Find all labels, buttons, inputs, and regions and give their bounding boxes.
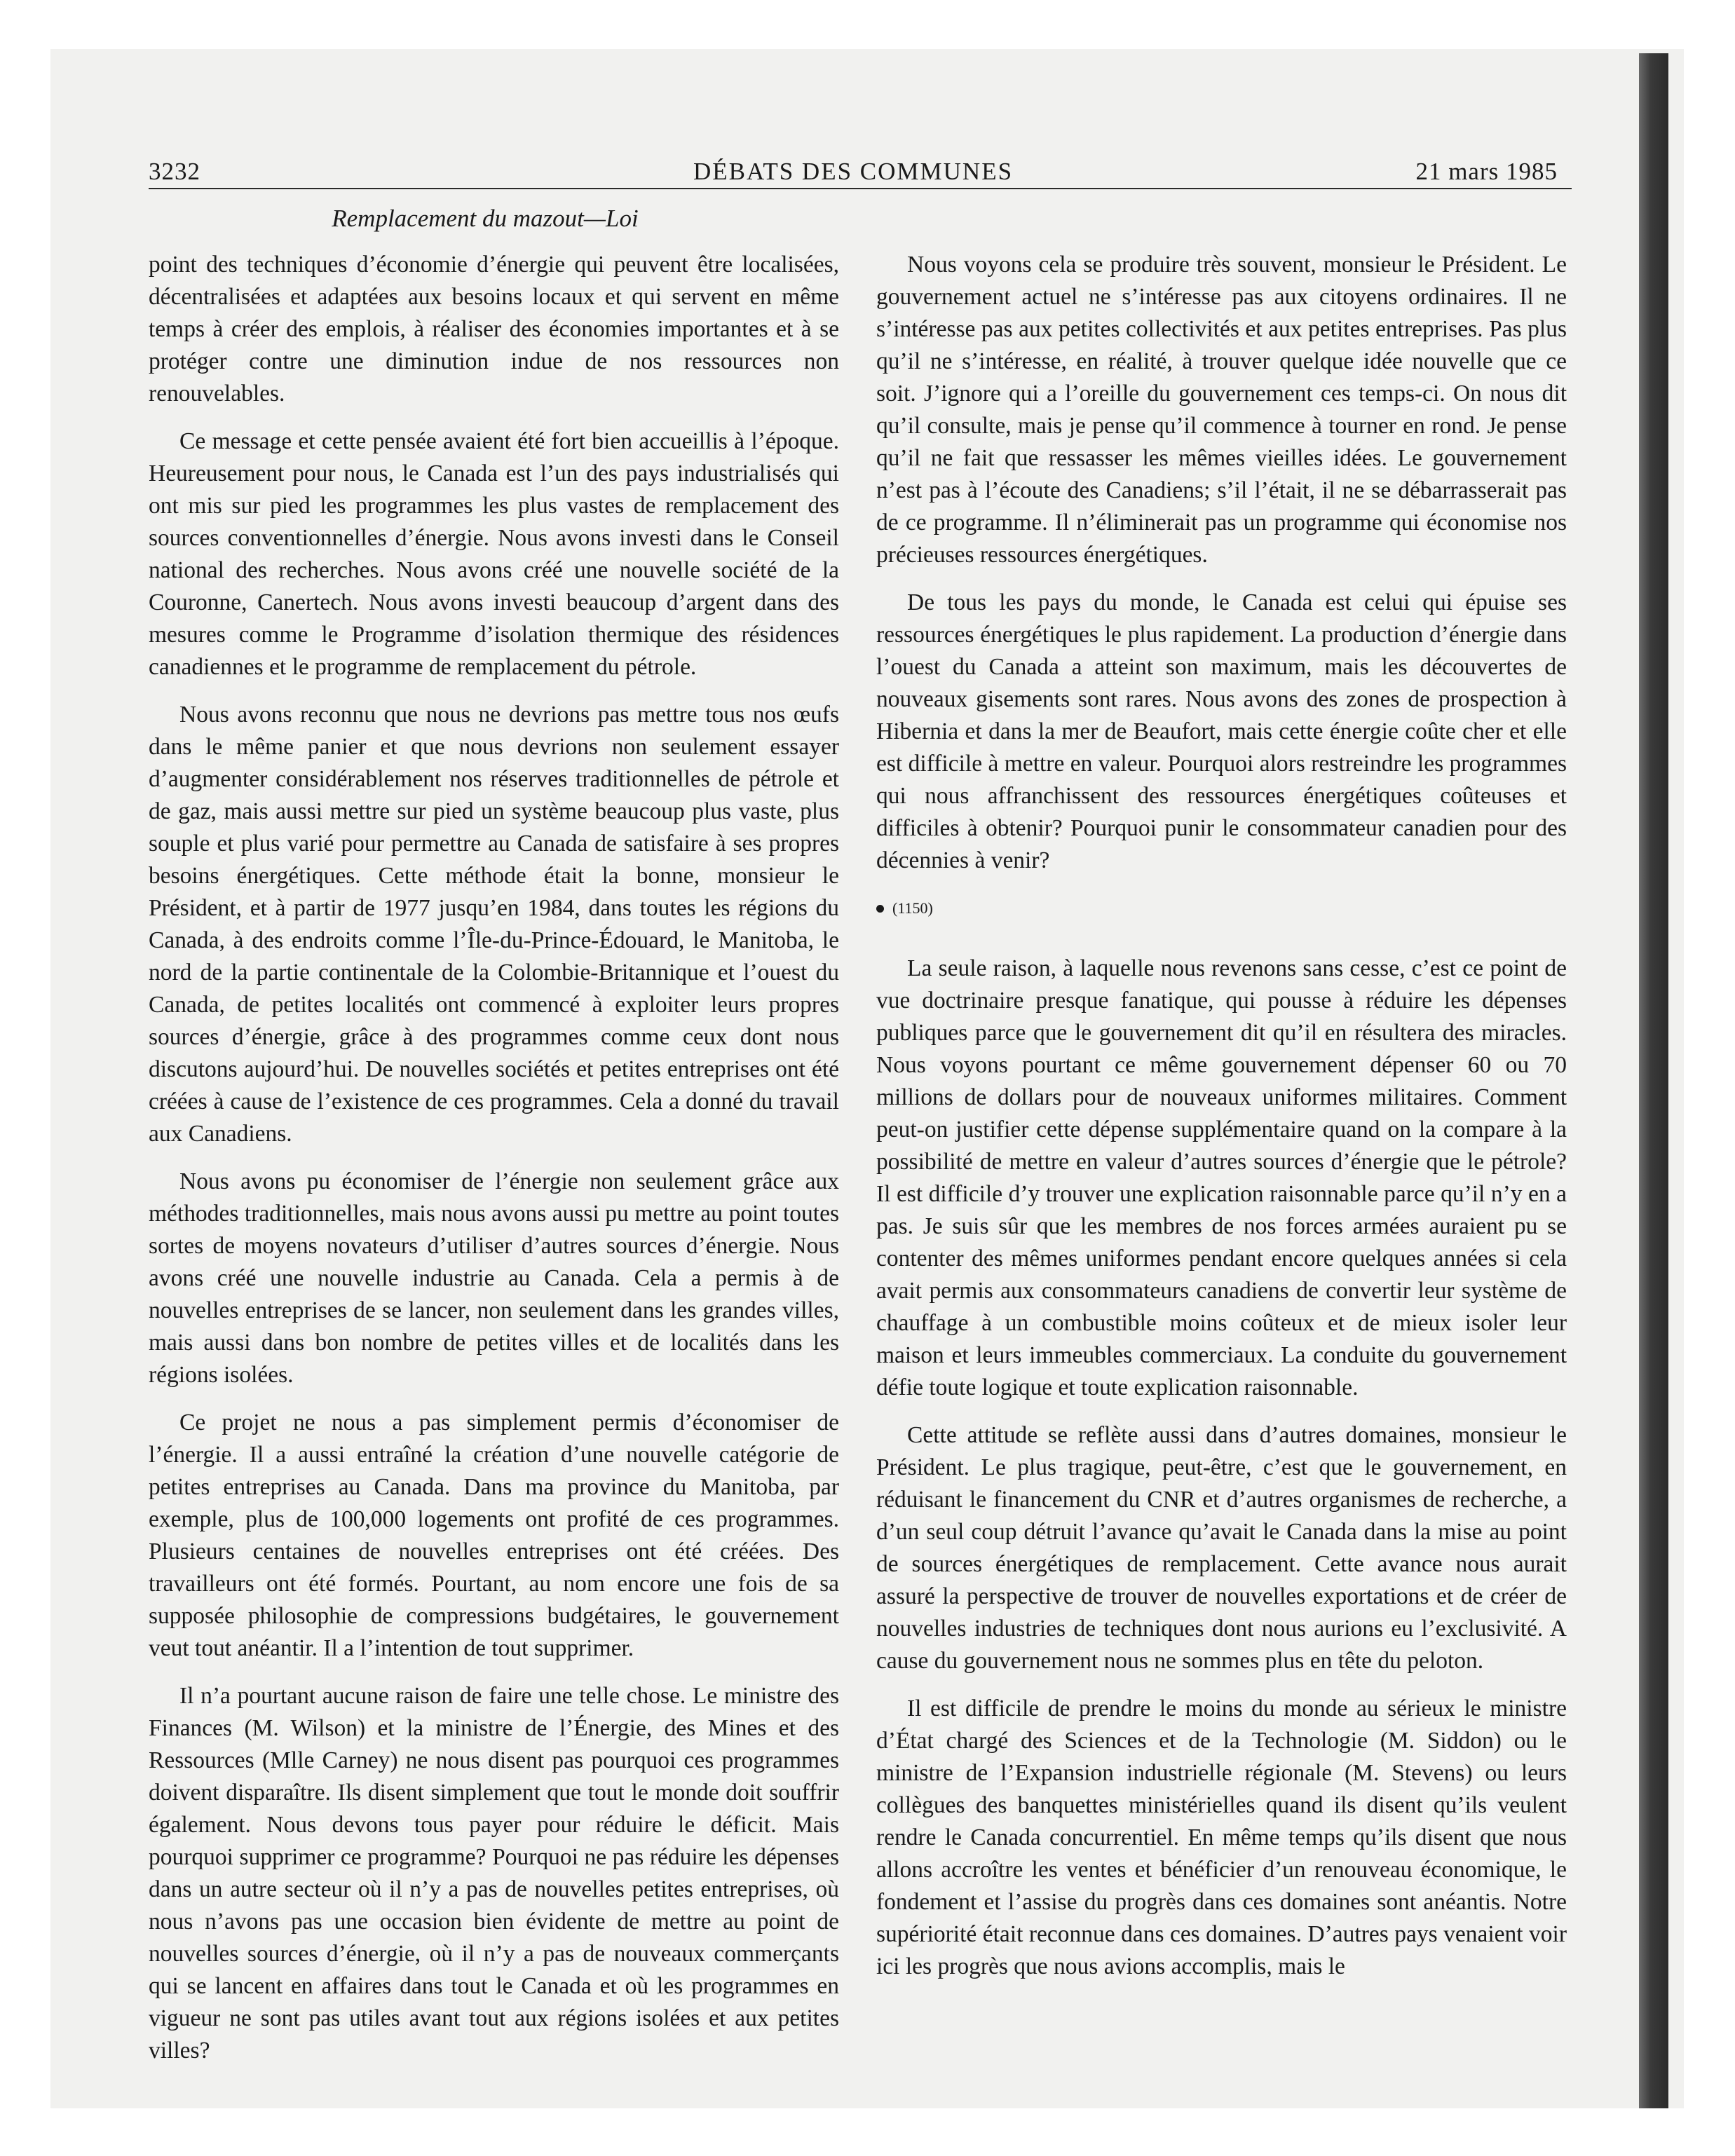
paragraph: Nous voyons cela se produire très souvent, monsieur le Président. Le gouvernement actuel ne s’intéresse pas aux citoyens ordinaires. Il ne s’intéresse pas aux petites collectivités et aux petites entreprises. Pas plus qu’il ne s’intéresse, en réalité, à trouver quelque idée nouvelle que ce soit. J’ignore qui a l’oreille du gouvernement ces temps-ci. On nous dit qu’il consulte, mais je pense qu’il commence à tourner en rond. Je pense qu’il ne fait que ressasser les mêmes vieilles idées. Le gouvernement n’est pas à l’écoute des Canadiens; s’il l’était, il ne se débarrasserait pas de ce programme. Il n’éliminerait pas un programme qui économise nos précieuses ressources énergétiques.	[876, 252, 1567, 568]
paragraph: Nous avons reconnu que nous ne devrions pas mettre tous nos œufs dans le même panier et que nous devrions non seulement essayer d’augmenter considérablement nos réserves traditionnelles de pétrole et de gaz, mais aussi mettre sur pied un système beaucoup plus vaste, plus souple et plus varié pour permettre au Canada de satisfaire à ses propres besoins énergétiques. Cette méthode était la bonne, monsieur le Président, et à partir de 1977 jusqu’en 1984, dans toutes les régions du Canada, à des endroits comme l’Île-du-Prince-Édouard, le Manitoba, le nord de la partie continentale de la Colombie-Britannique et l’ouest du Canada, de petites localités ont commencé à exploiter leurs propres sources d’énergie, grâce à des programmes comme ceux dont nous discutons aujourd’hui. De nouvelles sociétés et petites entreprises ont été créées à cause de l’existence de ces programmes. Cela a donné du travail aux Canadiens.	[149, 702, 839, 1147]
page-edge-shadow	[1639, 53, 1668, 2108]
time-marker	[876, 892, 1567, 925]
bullet-icon	[876, 905, 884, 913]
paragraph: Cette attitude se reflète aussi dans d’autres domaines, monsieur le Président. Le plus tragique, peut-être, c’est que le gouvernement, en réduisant le financement du CNR et d’autres organismes de recherche, a d’un seul coup détruit l’avance qu’avait le Canada dans la mise au point de sources énergétiques de remplacement. Cette avance nous aurait assuré la perspective de trouver de nouvelles exportations et de créer de nouvelles industries de techniques dont nous aurions eu l’exclusivité. A cause du gouvernement nous ne sommes plus en tête du peloton.	[876, 1422, 1567, 1674]
paragraph: De tous les pays du monde, le Canada est celui qui épuise ses ressources énergétiques le plus rapidement. La production d’énergie dans l’ouest du Canada a atteint son maximum, mais les découvertes de nouveaux gisements sont rares. Nous avons des zones de prospection à Hibernia et dans la mer de Beaufort, mais cette énergie coûte cher et elle est difficile à mettre en valeur. Pourquoi alors restreindre les programmes qui nous affranchissent des ressources énergétiques coûteuses et difficiles à obtenir? Pourquoi punir le consommateur canadien pour des décennies à venir?	[876, 589, 1567, 873]
left-column	[149, 249, 839, 2082]
paragraph: Ce projet ne nous a pas simplement permis d’économiser de l’énergie. Il a aussi entraîné la création d’une nouvelle catégorie de petites entreprises au Canada. Dans ma province du Manitoba, par exemple, plus de 100,000 logements ont profité de ces programmes. Plusieurs centaines de nouvelles entreprises ont été créées. Des travailleurs ont été formés. Pourtant, au nom encore une fois de sa supposée philosophie de compressions budgétaires, le gouvernement veut tout anéantir. Il a l’intention de tout supprimer.	[149, 1410, 839, 1661]
paragraph: Ce message et cette pensée avaient été fort bien accueillis à l’époque. Heureusement pour nous, le Canada est l’un des pays industrialisés qui ont mis sur pied les programmes les plus vastes de remplacement des sources conventionnelles d’énergie. Nous avons investi dans le Conseil national des recherches. Nous avons créé une nouvelle société de la Couronne, Canertech. Nous avons investi beaucoup d’argent dans des mesures comme le Programme d’isolation thermique des résidences canadiennes et le programme de remplacement du pétrole.	[149, 428, 839, 680]
timestamp-label: (1150)	[892, 899, 933, 917]
paragraph: Il n’a pourtant aucune raison de faire une telle chose. Le ministre des Finances (M. Wilson) et la ministre de l’Énergie, des Mines et des Ressources (Mlle Carney) ne nous disent pas pourquoi ces programmes doivent disparaître. Ils disent simplement que tout le monde doit souffrir également. Nous devons tous payer pour réduire le déficit. Mais pourquoi supprimer ce programme? Pourquoi ne pas réduire les dépenses dans un autre secteur où il n’y a pas de nouvelles petites entreprises, où nous n’avons pas une occasion bien évidente de mettre au point de nouvelles sources d’énergie, où il n’y a pas de nouveaux commerçants qui se lancent en affaires dans tout le Canada et où les programmes en vigueur ne sont pas utiles avant tout aux régions isolées et aux petites villes?	[149, 1683, 839, 2063]
journal-title: DÉBATS DES COMMUNES	[693, 158, 1014, 185]
issue-date: 21 mars 1985	[1415, 158, 1558, 185]
paragraph: Nous avons pu économiser de l’énergie non seulement grâce aux méthodes traditionnelles, mais nous avons aussi pu mettre au point toutes sortes de moyens novateurs d’utiliser d’autres sources d’énergie. Nous avons créé une nouvelle industrie au Canada. Cela a permis à de nouvelles entreprises de se lancer, non seulement dans les grandes villes, mais aussi dans bon nombre de petites villes et de localités dans les régions isolées.	[149, 1168, 839, 1388]
paragraph: point des techniques d’économie d’énergie qui peuvent être localisées, décentralisées et adaptées aux besoins locaux et qui servent en même temps à créer des emplois, à réaliser des économies importantes et à se protéger contre une diminution indue de nos ressources non renouvelables.	[149, 252, 839, 407]
section-title: Remplacement du mazout—Loi	[332, 205, 639, 232]
header-rule	[149, 188, 1572, 189]
paragraph: La seule raison, à laquelle nous revenons sans cesse, c’est ce point de vue doctrinaire presque fanatique, qui pousse à réduire les dépenses publiques parce que le gouvernement dit qu’il en résultera des miracles. Nous voyons pourtant ce même gouvernement dépenser 60 ou 70 millions de dollars pour de nouveaux uniformes militaires. Comment peut-on justifier cette dépense supplémentaire quand on la compare à la possibilité de mettre en valeur d’autres sources d’énergie que le pétrole? Il est difficile d’y trouver une explication raisonnable parce qu’il n’y en a pas. Je suis sûr que les membres de nos forces armées auraient pu se contenter des mêmes uniformes pendant encore quelques années si cela avait permis aux consommateurs canadiens de convertir leur système de chauffage à un combustible moins coûteux et de mieux isoler leur maison et leurs immeubles commerciaux. La conduite du gouvernement défie toute logique et toute explication raisonnable.	[876, 955, 1567, 1400]
running-header	[149, 154, 1558, 189]
page-number: 3232	[149, 158, 200, 185]
paragraph: Il est difficile de prendre le moins du monde au sérieux le ministre d’État chargé des Sciences et de la Technologie (M. Siddon) ou le ministre de l’Expansion industrielle régionale (M. Stevens) ou leurs collègues des banquettes ministérielles quand ils disent qu’ils veulent rendre le Canada concurrentiel. En même temps qu’ils disent que nous allons accroître les ventes et bénéficier d’un renouveau économique, le fondement et l’assise du progrès dans ces domaines sont anéantis. Notre supériorité était reconnue dans ces domaines. D’autres pays venaient voir ici les progrès que nous avions accomplis, mais le	[876, 1696, 1567, 1979]
right-column	[876, 249, 1567, 1998]
